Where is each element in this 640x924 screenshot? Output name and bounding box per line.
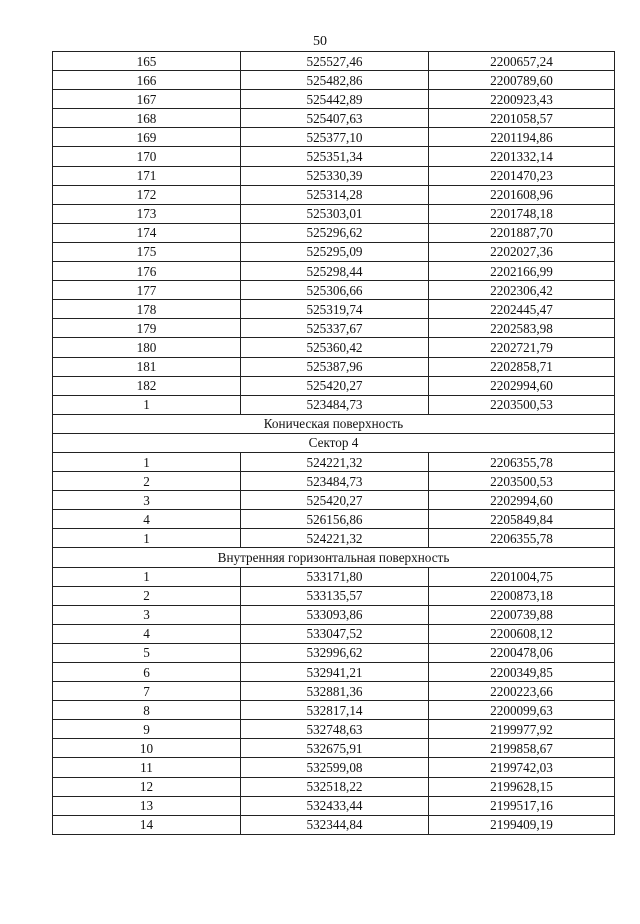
y-coordinate-cell: 2199409,19 (429, 815, 615, 834)
y-coordinate-cell: 2201887,70 (429, 223, 615, 242)
y-coordinate-cell: 2203500,53 (429, 395, 615, 414)
y-coordinate-cell: 2203500,53 (429, 472, 615, 491)
table-row (53, 739, 615, 758)
table-row (53, 204, 615, 223)
point-number-cell: 1 (53, 529, 241, 548)
y-coordinate-cell: 2199628,15 (429, 777, 615, 796)
x-coordinate-cell: 533093,86 (241, 605, 429, 624)
y-coordinate-cell: 2201194,86 (429, 128, 615, 147)
x-coordinate-cell: 532941,21 (241, 663, 429, 682)
table-row (53, 223, 615, 242)
table-row (53, 262, 615, 281)
y-coordinate-cell: 2201004,75 (429, 567, 615, 586)
table-row (53, 567, 615, 586)
x-coordinate-cell: 525337,67 (241, 319, 429, 338)
y-coordinate-cell: 2202027,36 (429, 242, 615, 261)
x-coordinate-cell: 525420,27 (241, 491, 429, 510)
y-coordinate-cell: 2200923,43 (429, 90, 615, 109)
point-number-cell: 1 (53, 395, 241, 414)
x-coordinate-cell: 525330,39 (241, 166, 429, 185)
table-row (53, 166, 615, 185)
y-coordinate-cell: 2200478,06 (429, 643, 615, 662)
point-number-cell: 6 (53, 663, 241, 682)
point-number-cell: 3 (53, 491, 241, 510)
x-coordinate-cell: 525527,46 (241, 52, 429, 71)
x-coordinate-cell: 533135,57 (241, 586, 429, 605)
y-coordinate-cell: 2205849,84 (429, 510, 615, 529)
table-row (53, 796, 615, 815)
y-coordinate-cell: 2201748,18 (429, 204, 615, 223)
point-number-cell: 1 (53, 567, 241, 586)
x-coordinate-cell: 525442,89 (241, 90, 429, 109)
table-row (53, 777, 615, 796)
point-number-cell: 180 (53, 338, 241, 357)
x-coordinate-cell: 532675,91 (241, 739, 429, 758)
point-number-cell: 176 (53, 262, 241, 281)
table-row (53, 682, 615, 701)
point-number-cell: 7 (53, 682, 241, 701)
table-row (53, 128, 615, 147)
section-title: Внутренняя горизонтальная поверхность (53, 548, 615, 567)
table-row (53, 624, 615, 643)
y-coordinate-cell: 2201332,14 (429, 147, 615, 166)
x-coordinate-cell: 532599,08 (241, 758, 429, 777)
table-row (53, 452, 615, 471)
y-coordinate-cell: 2202994,60 (429, 376, 615, 395)
point-number-cell: 172 (53, 185, 241, 204)
x-coordinate-cell: 525314,28 (241, 185, 429, 204)
point-number-cell: 11 (53, 758, 241, 777)
table-row (53, 52, 615, 71)
point-number-cell: 171 (53, 166, 241, 185)
x-coordinate-cell: 532518,22 (241, 777, 429, 796)
point-number-cell: 2 (53, 472, 241, 491)
y-coordinate-cell: 2200223,66 (429, 682, 615, 701)
x-coordinate-cell: 525319,74 (241, 300, 429, 319)
table-row (53, 815, 615, 834)
x-coordinate-cell: 532996,62 (241, 643, 429, 662)
section-header-row (53, 433, 615, 452)
point-number-cell: 3 (53, 605, 241, 624)
x-coordinate-cell: 525303,01 (241, 204, 429, 223)
point-number-cell: 181 (53, 357, 241, 376)
point-number-cell: 178 (53, 300, 241, 319)
table-row (53, 357, 615, 376)
point-number-cell: 4 (53, 624, 241, 643)
x-coordinate-cell: 526156,86 (241, 510, 429, 529)
point-number-cell: 175 (53, 242, 241, 261)
table-row (53, 109, 615, 128)
point-number-cell: 182 (53, 376, 241, 395)
section-title: Сектор 4 (53, 433, 615, 452)
x-coordinate-cell: 524221,32 (241, 529, 429, 548)
x-coordinate-cell: 525360,42 (241, 338, 429, 357)
y-coordinate-cell: 2199742,03 (429, 758, 615, 777)
table-row (53, 586, 615, 605)
point-number-cell: 13 (53, 796, 241, 815)
y-coordinate-cell: 2200608,12 (429, 624, 615, 643)
table-row (53, 395, 615, 414)
table-row (53, 281, 615, 300)
y-coordinate-cell: 2202306,42 (429, 281, 615, 300)
x-coordinate-cell: 525295,09 (241, 242, 429, 261)
y-coordinate-cell: 2202166,99 (429, 262, 615, 281)
table-row (53, 720, 615, 739)
table-row (53, 643, 615, 662)
point-number-cell: 168 (53, 109, 241, 128)
table-row (53, 147, 615, 166)
y-coordinate-cell: 2199977,92 (429, 720, 615, 739)
y-coordinate-cell: 2206355,78 (429, 529, 615, 548)
x-coordinate-cell: 525306,66 (241, 281, 429, 300)
table-row (53, 376, 615, 395)
section-header-row (53, 548, 615, 567)
table-row (53, 338, 615, 357)
y-coordinate-cell: 2200657,24 (429, 52, 615, 71)
x-coordinate-cell: 532817,14 (241, 701, 429, 720)
y-coordinate-cell: 2201470,23 (429, 166, 615, 185)
coordinates-table-body (53, 52, 615, 835)
table-row (53, 300, 615, 319)
coordinates-table (52, 51, 615, 835)
x-coordinate-cell: 525377,10 (241, 128, 429, 147)
table-row (53, 71, 615, 90)
y-coordinate-cell: 2202994,60 (429, 491, 615, 510)
point-number-cell: 179 (53, 319, 241, 338)
y-coordinate-cell: 2200873,18 (429, 586, 615, 605)
table-row (53, 605, 615, 624)
page-number: 50 (313, 34, 327, 49)
y-coordinate-cell: 2202858,71 (429, 357, 615, 376)
table-row (53, 242, 615, 261)
point-number-cell: 1 (53, 452, 241, 471)
y-coordinate-cell: 2201608,96 (429, 185, 615, 204)
table-row (53, 491, 615, 510)
section-title: Коническая поверхность (53, 414, 615, 433)
x-coordinate-cell: 532881,36 (241, 682, 429, 701)
y-coordinate-cell: 2200739,88 (429, 605, 615, 624)
point-number-cell: 5 (53, 643, 241, 662)
point-number-cell: 169 (53, 128, 241, 147)
point-number-cell: 2 (53, 586, 241, 605)
table-row (53, 472, 615, 491)
table-row (53, 90, 615, 109)
x-coordinate-cell: 523484,73 (241, 472, 429, 491)
x-coordinate-cell: 525387,96 (241, 357, 429, 376)
table-row (53, 758, 615, 777)
y-coordinate-cell: 2202721,79 (429, 338, 615, 357)
x-coordinate-cell: 533047,52 (241, 624, 429, 643)
table-row (53, 663, 615, 682)
point-number-cell: 8 (53, 701, 241, 720)
y-coordinate-cell: 2200789,60 (429, 71, 615, 90)
table-row (53, 185, 615, 204)
x-coordinate-cell: 532344,84 (241, 815, 429, 834)
point-number-cell: 173 (53, 204, 241, 223)
point-number-cell: 170 (53, 147, 241, 166)
x-coordinate-cell: 525482,86 (241, 71, 429, 90)
y-coordinate-cell: 2201058,57 (429, 109, 615, 128)
point-number-cell: 10 (53, 739, 241, 758)
point-number-cell: 9 (53, 720, 241, 739)
x-coordinate-cell: 525298,44 (241, 262, 429, 281)
point-number-cell: 165 (53, 52, 241, 71)
table-row (53, 701, 615, 720)
point-number-cell: 12 (53, 777, 241, 796)
x-coordinate-cell: 533171,80 (241, 567, 429, 586)
table-row (53, 510, 615, 529)
point-number-cell: 166 (53, 71, 241, 90)
x-coordinate-cell: 532433,44 (241, 796, 429, 815)
y-coordinate-cell: 2202445,47 (429, 300, 615, 319)
y-coordinate-cell: 2200099,63 (429, 701, 615, 720)
point-number-cell: 14 (53, 815, 241, 834)
x-coordinate-cell: 532748,63 (241, 720, 429, 739)
table-row (53, 529, 615, 548)
x-coordinate-cell: 523484,73 (241, 395, 429, 414)
y-coordinate-cell: 2199517,16 (429, 796, 615, 815)
section-header-row (53, 414, 615, 433)
x-coordinate-cell: 525351,34 (241, 147, 429, 166)
y-coordinate-cell: 2206355,78 (429, 452, 615, 471)
y-coordinate-cell: 2199858,67 (429, 739, 615, 758)
point-number-cell: 177 (53, 281, 241, 300)
y-coordinate-cell: 2200349,85 (429, 663, 615, 682)
point-number-cell: 174 (53, 223, 241, 242)
y-coordinate-cell: 2202583,98 (429, 319, 615, 338)
table-row (53, 319, 615, 338)
point-number-cell: 167 (53, 90, 241, 109)
x-coordinate-cell: 525407,63 (241, 109, 429, 128)
x-coordinate-cell: 525296,62 (241, 223, 429, 242)
point-number-cell: 4 (53, 510, 241, 529)
x-coordinate-cell: 525420,27 (241, 376, 429, 395)
x-coordinate-cell: 524221,32 (241, 452, 429, 471)
